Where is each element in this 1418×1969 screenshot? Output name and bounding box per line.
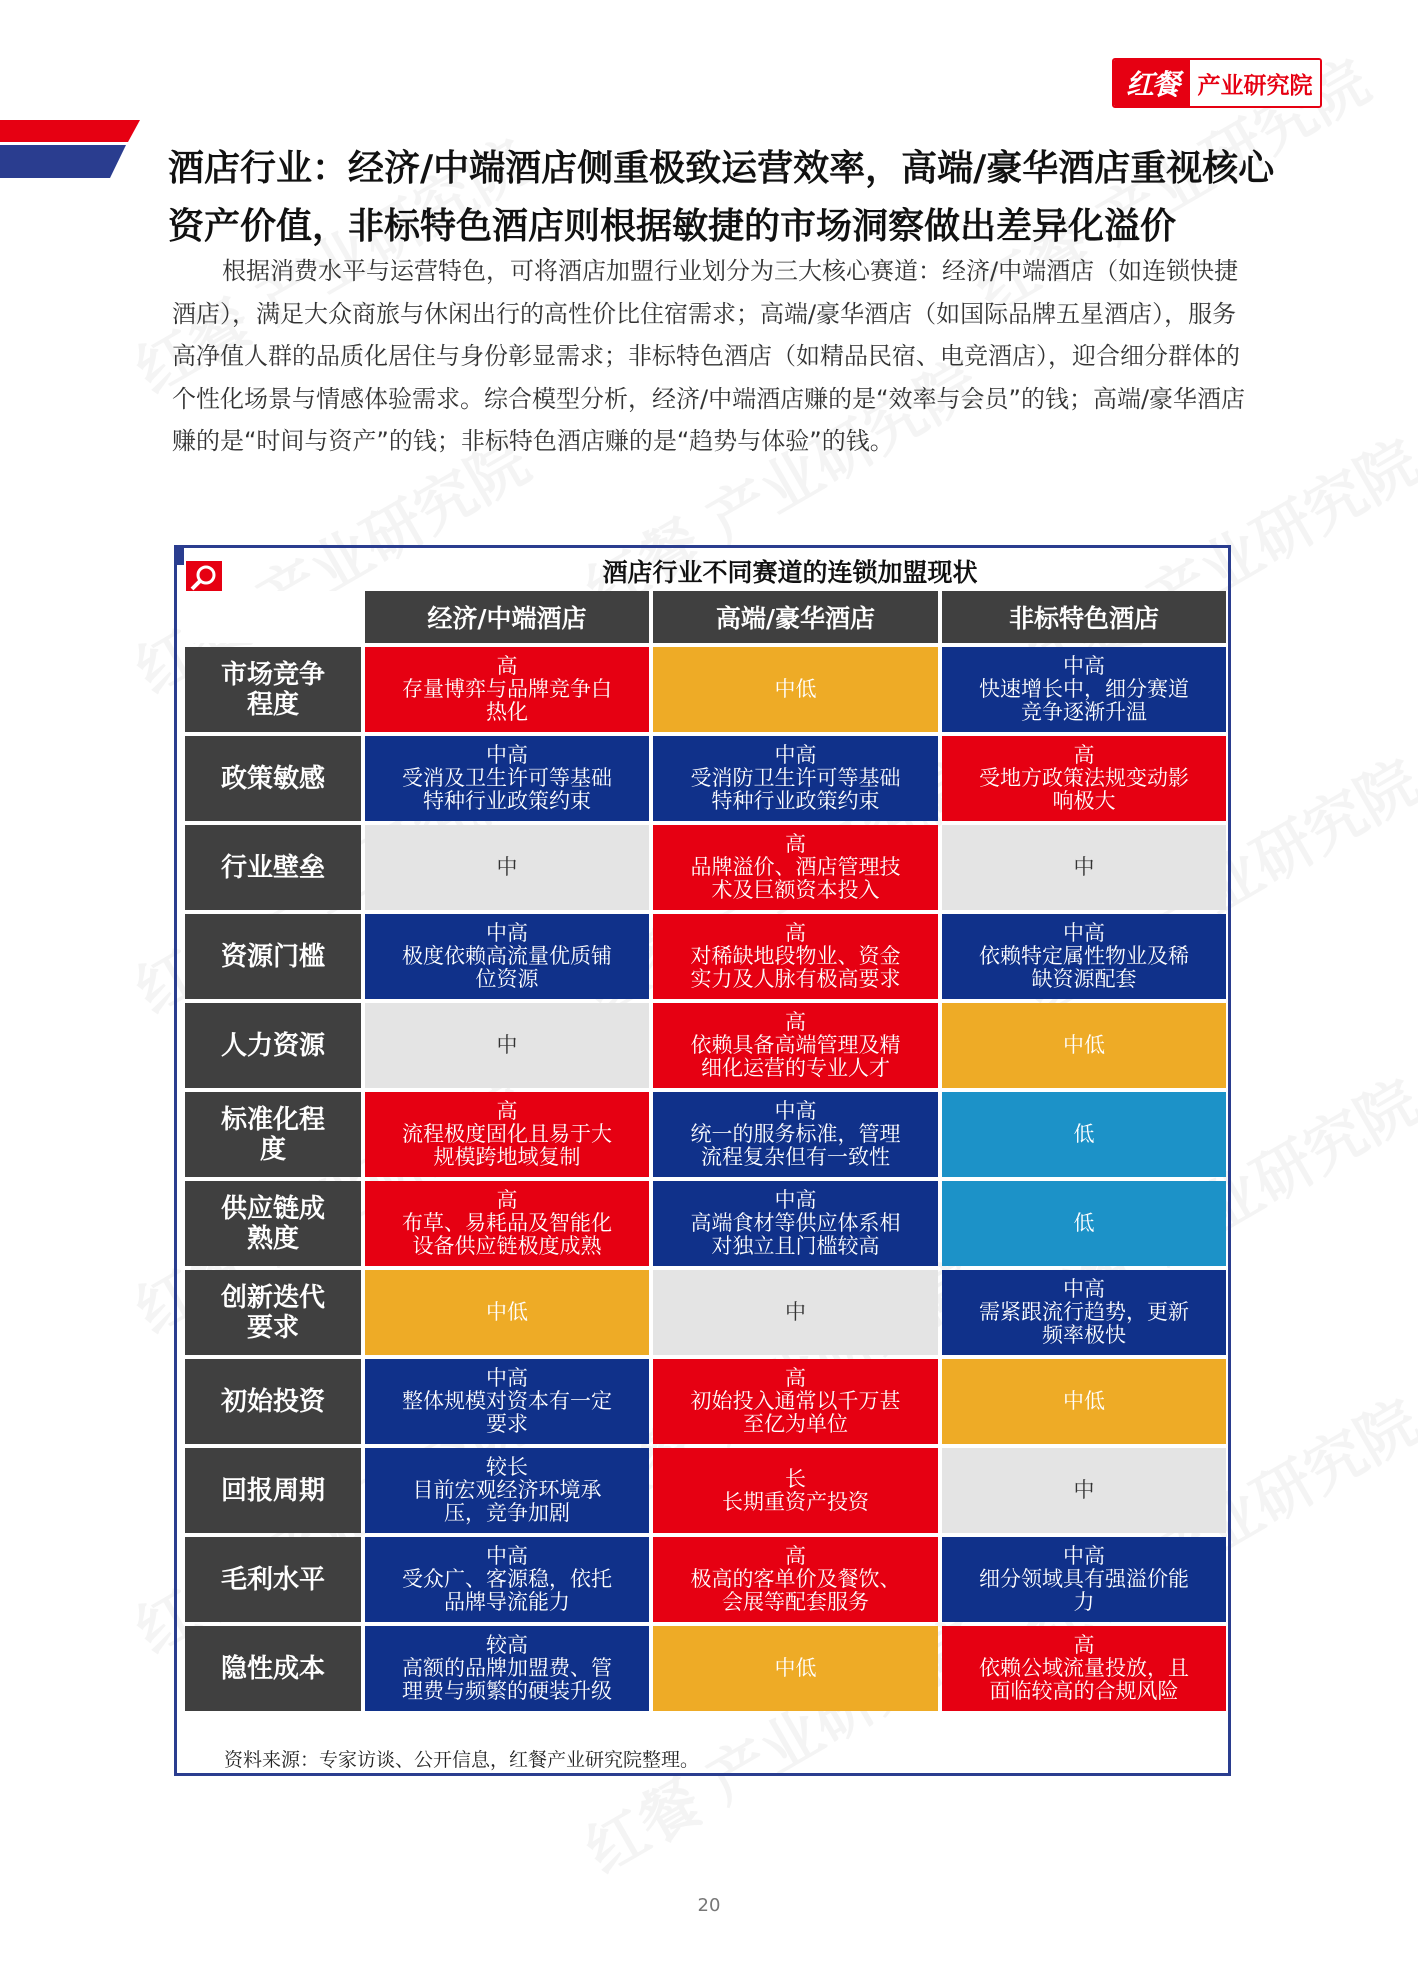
table-cell bbox=[942, 1003, 1226, 1088]
row-header: 隐性成本 bbox=[185, 1626, 361, 1711]
cell-level: 中高 bbox=[1063, 1277, 1105, 1301]
cell-level: 中低 bbox=[774, 1656, 817, 1680]
cell-description: 受消防卫生许可等基础特种行业政策约束 bbox=[690, 766, 901, 813]
cell-level: 高 bbox=[496, 1099, 518, 1123]
logo-text: 产业研究院 bbox=[1190, 60, 1320, 106]
cell-level: 中高 bbox=[774, 1188, 817, 1212]
table-cell bbox=[653, 1270, 938, 1355]
table-cell bbox=[653, 1092, 938, 1177]
cell-description: 目前宏观经济环境承压，竞争加剧 bbox=[412, 1478, 602, 1525]
cell-level: 中 bbox=[785, 1300, 806, 1324]
cell-level: 高 bbox=[1073, 1633, 1095, 1657]
table-cell bbox=[653, 914, 938, 999]
table-title: 酒店行业不同赛道的连锁加盟现状 bbox=[602, 558, 978, 587]
cell-description: 需紧跟流行趋势，更新频率极快 bbox=[979, 1300, 1189, 1347]
table-corner-blank bbox=[185, 591, 361, 643]
table-cell bbox=[653, 1537, 938, 1622]
table-cell bbox=[365, 1270, 649, 1355]
cell-level: 中低 bbox=[1063, 1389, 1105, 1413]
cell-description: 整体规模对资本有一定要求 bbox=[402, 1389, 612, 1436]
cell-level: 高 bbox=[1073, 743, 1095, 767]
cell-description: 对稀缺地段物业、资金实力及人脉有极高要求 bbox=[690, 944, 901, 991]
cell-description: 布草、易耗品及智能化设备供应链极度成熟 bbox=[402, 1211, 612, 1258]
cell-description: 长期重资产投资 bbox=[722, 1489, 869, 1514]
table-cell bbox=[942, 1270, 1226, 1355]
cell-level: 中高 bbox=[486, 743, 528, 767]
cell-description: 存量博弈与品牌竞争白热化 bbox=[402, 677, 612, 724]
table-cell bbox=[365, 736, 649, 821]
cell-level: 高 bbox=[785, 832, 806, 856]
table-cell bbox=[942, 825, 1226, 910]
table-cell bbox=[942, 1537, 1226, 1622]
table-cell bbox=[942, 736, 1226, 821]
column-header: 高端/豪华酒店 bbox=[653, 591, 938, 643]
cell-level: 中高 bbox=[1063, 1544, 1105, 1568]
cell-level: 中高 bbox=[1063, 921, 1105, 945]
cell-level: 中高 bbox=[774, 743, 817, 767]
frame-corner-accent bbox=[174, 545, 184, 565]
column-header: 非标特色酒店 bbox=[942, 591, 1226, 643]
cell-level: 长 bbox=[785, 1466, 806, 1491]
cell-level: 中 bbox=[496, 855, 518, 879]
table-cell bbox=[653, 736, 938, 821]
row-header: 人力资源 bbox=[185, 1003, 361, 1088]
table-cell bbox=[365, 647, 649, 732]
cell-description: 品牌溢价、酒店管理技术及巨额资本投入 bbox=[690, 855, 901, 902]
cell-description: 高端食材等供应体系相对独立且门槛较高 bbox=[690, 1211, 901, 1258]
cell-level: 中高 bbox=[1063, 654, 1105, 678]
cell-level: 中低 bbox=[486, 1300, 528, 1324]
table-cell bbox=[365, 1448, 649, 1533]
cell-description: 极度依赖高流量优质铺位资源 bbox=[402, 944, 612, 991]
table-cell bbox=[365, 1359, 649, 1444]
table-cell bbox=[365, 914, 649, 999]
row-header: 毛利水平 bbox=[185, 1537, 361, 1622]
body-paragraph: 根据消费水平与运营特色，可将酒店加盟行业划分为三大核心赛道：经济/中端酒店（如连锁快捷酒店），满足大众商旅与休闲出行的高性价比住宿需求；高端/豪华酒店（如国际品牌五星酒店），服务高净值人群的品质化居住与身份彰显需求；非标特色酒店（如精品民宿、电竞酒店），迎合细分群体的个性化场景与情感体验需求。综合模型分析，经济/中端酒店赚的是“效率与会员”的钱；高端/豪华酒店赚的是“时间与资产”的钱；非标特色酒店赚的是“趋势与体验”的钱。 bbox=[172, 257, 1246, 455]
table-cell bbox=[653, 1003, 938, 1088]
cell-level: 中高 bbox=[486, 1544, 528, 1568]
cell-level: 高 bbox=[785, 1010, 806, 1034]
table-cell bbox=[365, 1092, 649, 1177]
cell-level: 中高 bbox=[774, 1099, 817, 1123]
cell-level: 低 bbox=[1073, 1122, 1095, 1146]
cell-description: 受消及卫生许可等基础特种行业政策约束 bbox=[402, 766, 612, 813]
cell-level: 中 bbox=[1073, 855, 1095, 879]
column-header: 经济/中端酒店 bbox=[365, 591, 649, 643]
table-cell bbox=[942, 1359, 1226, 1444]
cell-level: 中低 bbox=[1063, 1033, 1105, 1057]
row-header: 回报周期 bbox=[185, 1448, 361, 1533]
cell-description: 细分领域具有强溢价能力 bbox=[979, 1567, 1189, 1614]
table-cell bbox=[365, 1003, 649, 1088]
cell-level: 高 bbox=[785, 921, 806, 945]
cell-level: 中高 bbox=[486, 921, 528, 945]
cell-description: 初始投入通常以千万甚至亿为单位 bbox=[690, 1389, 901, 1436]
magnifier-icon bbox=[186, 561, 222, 595]
logo-mark: 红餐 bbox=[1114, 60, 1190, 106]
row-header: 标准化程度 bbox=[185, 1092, 361, 1177]
cell-level: 高 bbox=[496, 1188, 518, 1212]
cell-description: 极高的客单价及餐饮、会展等配套服务 bbox=[690, 1567, 901, 1614]
cell-description: 依赖特定属性物业及稀缺资源配套 bbox=[979, 944, 1189, 991]
table-cell bbox=[653, 1359, 938, 1444]
row-header: 资源门槛 bbox=[185, 914, 361, 999]
cell-description: 受地方政策法规变动影响极大 bbox=[979, 766, 1189, 813]
row-header: 政策敏感 bbox=[185, 736, 361, 821]
brand-logo bbox=[1112, 58, 1322, 108]
cell-level: 中低 bbox=[774, 677, 817, 701]
table-cell bbox=[942, 647, 1226, 732]
cell-level: 低 bbox=[1073, 1211, 1095, 1235]
title-banner-decoration bbox=[0, 120, 140, 178]
row-header: 创新迭代要求 bbox=[185, 1270, 361, 1355]
row-header: 行业壁垒 bbox=[185, 825, 361, 910]
table-cell bbox=[942, 1092, 1226, 1177]
cell-level: 较长 bbox=[486, 1455, 528, 1479]
table-cell bbox=[653, 647, 938, 732]
source-note: 资料来源：专家访谈、公开信息，红餐产业研究院整理。 bbox=[224, 1749, 700, 1771]
cell-level: 高 bbox=[785, 1544, 806, 1568]
row-header: 供应链成熟度 bbox=[185, 1181, 361, 1266]
table-cell bbox=[942, 1181, 1226, 1266]
table-cell bbox=[653, 1626, 938, 1711]
page-number: 20 bbox=[697, 1895, 721, 1916]
table-cell bbox=[942, 1448, 1226, 1533]
cell-level: 中高 bbox=[486, 1366, 528, 1390]
table-cell bbox=[365, 1537, 649, 1622]
cell-level: 较高 bbox=[486, 1633, 528, 1657]
cell-description: 快速增长中，细分赛道竞争逐渐升温 bbox=[979, 677, 1189, 724]
cell-description: 统一的服务标准，管理流程复杂但有一致性 bbox=[690, 1122, 901, 1169]
cell-level: 高 bbox=[496, 654, 518, 678]
cell-level: 中 bbox=[496, 1033, 518, 1057]
cell-level: 中 bbox=[1073, 1478, 1095, 1502]
table-cell bbox=[942, 1626, 1226, 1711]
cell-level: 高 bbox=[785, 1366, 806, 1390]
table-cell bbox=[365, 1181, 649, 1266]
cell-description: 流程极度固化且易于大规模跨地域复制 bbox=[402, 1122, 612, 1169]
comparison-table bbox=[185, 591, 1218, 1711]
page-title: 酒店行业：经济/中端酒店侧重极致运营效率，高端/豪华酒店重视核心资产价值，非标特色酒店则根据敏捷的市场洞察做出差异化溢价 bbox=[168, 148, 1275, 247]
row-header: 市场竞争程度 bbox=[185, 647, 361, 732]
table-cell bbox=[942, 914, 1226, 999]
cell-description: 受众广、客源稳，依托品牌导流能力 bbox=[402, 1567, 612, 1614]
cell-description: 依赖公域流量投放，且面临较高的合规风险 bbox=[979, 1656, 1189, 1703]
table-cell bbox=[365, 825, 649, 910]
table-cell bbox=[653, 825, 938, 910]
cell-description: 高额的品牌加盟费、管理费与频繁的硬装升级 bbox=[402, 1656, 612, 1703]
table-cell bbox=[653, 1181, 938, 1266]
table-cell bbox=[653, 1448, 938, 1533]
cell-description: 依赖具备高端管理及精细化运营的专业人才 bbox=[690, 1033, 901, 1080]
row-header: 初始投资 bbox=[185, 1359, 361, 1444]
table-cell bbox=[365, 1626, 649, 1711]
